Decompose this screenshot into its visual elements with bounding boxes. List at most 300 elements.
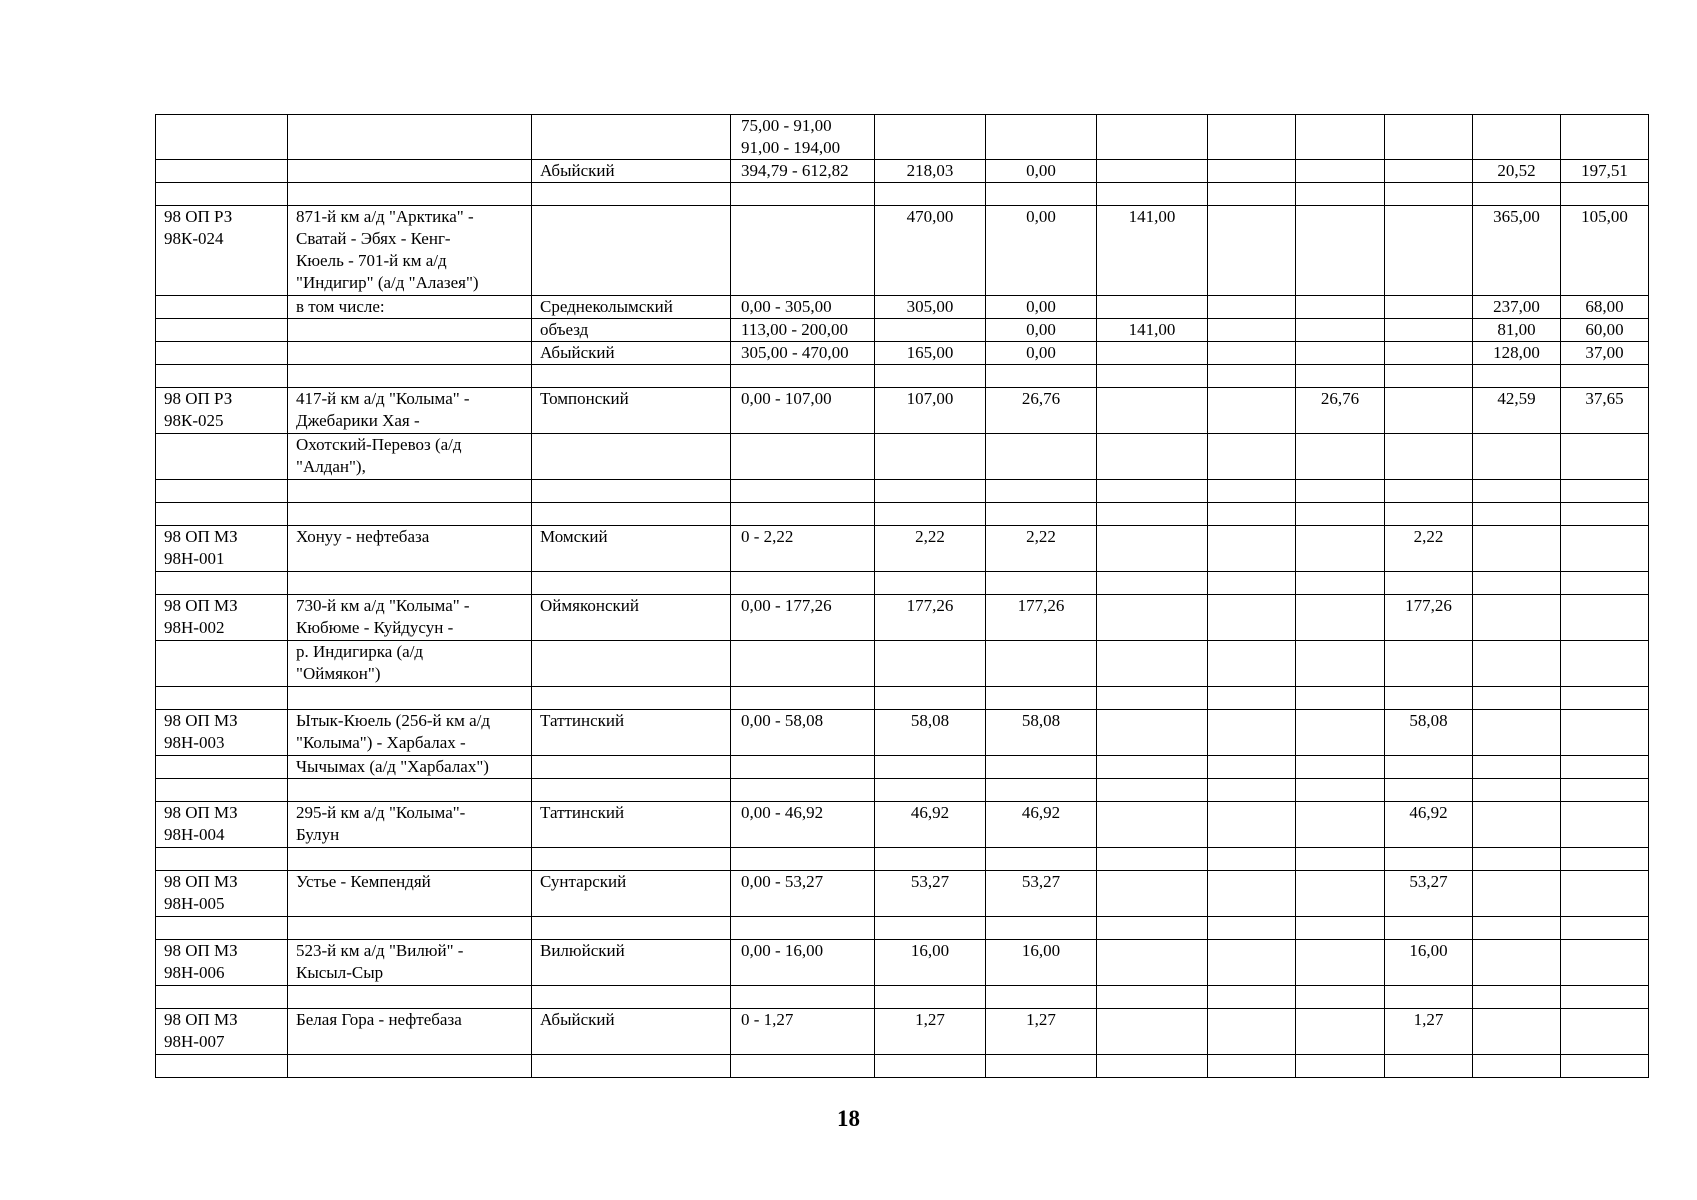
cell-col-12 xyxy=(1561,480,1649,503)
cell-road-code xyxy=(156,319,288,342)
cell-km-range xyxy=(731,756,875,779)
cell-km-range: 0 - 2,22 xyxy=(731,526,875,572)
cell-col-7 xyxy=(1097,986,1208,1009)
cell-col-10 xyxy=(1385,342,1473,365)
cell-col-10 xyxy=(1385,1055,1473,1078)
cell-col-12 xyxy=(1561,756,1649,779)
cell-col-12 xyxy=(1561,871,1649,917)
cell-road-name xyxy=(288,319,532,342)
cell-col-8 xyxy=(1208,848,1296,871)
cell-col-7 xyxy=(1097,342,1208,365)
cell-col-12 xyxy=(1561,986,1649,1009)
cell-col-7 xyxy=(1097,365,1208,388)
cell-col-6: 0,00 xyxy=(986,206,1097,296)
cell-district: Томпонский xyxy=(532,388,731,434)
cell-col-12: 60,00 xyxy=(1561,319,1649,342)
cell-km-range: 0,00 - 53,27 xyxy=(731,871,875,917)
cell-district xyxy=(532,756,731,779)
cell-col-10 xyxy=(1385,917,1473,940)
cell-col-8 xyxy=(1208,183,1296,206)
cell-col-9 xyxy=(1296,595,1385,641)
cell-col-6: 26,76 xyxy=(986,388,1097,434)
cell-col-8 xyxy=(1208,986,1296,1009)
cell-col-6: 58,08 xyxy=(986,710,1097,756)
cell-col-11 xyxy=(1473,710,1561,756)
cell-road-code xyxy=(156,160,288,183)
cell-col-7 xyxy=(1097,183,1208,206)
cell-col-10: 53,27 xyxy=(1385,871,1473,917)
cell-col-10 xyxy=(1385,756,1473,779)
cell-road-name xyxy=(288,342,532,365)
cell-length: 177,26 xyxy=(875,595,986,641)
cell-col-9 xyxy=(1296,1055,1385,1078)
cell-length: 165,00 xyxy=(875,342,986,365)
cell-col-9 xyxy=(1296,206,1385,296)
cell-col-11 xyxy=(1473,595,1561,641)
cell-col-6 xyxy=(986,848,1097,871)
cell-district: Таттинский xyxy=(532,710,731,756)
cell-road-name xyxy=(288,779,532,802)
cell-col-11: 237,00 xyxy=(1473,296,1561,319)
cell-col-11 xyxy=(1473,871,1561,917)
cell-km-range: 75,00 - 91,00 91,00 - 194,00 xyxy=(731,115,875,160)
cell-district: Среднеколымский xyxy=(532,296,731,319)
cell-col-6 xyxy=(986,756,1097,779)
cell-road-name xyxy=(288,572,532,595)
cell-road-name: 295-й км а/д "Колыма"- Булун xyxy=(288,802,532,848)
cell-district: Вилюйский xyxy=(532,940,731,986)
cell-col-6 xyxy=(986,503,1097,526)
cell-km-range xyxy=(731,480,875,503)
cell-col-7 xyxy=(1097,917,1208,940)
cell-col-12: 37,00 xyxy=(1561,342,1649,365)
cell-col-7 xyxy=(1097,710,1208,756)
cell-col-8 xyxy=(1208,526,1296,572)
cell-road-code: 98 ОП МЗ 98Н-007 xyxy=(156,1009,288,1055)
cell-road-name xyxy=(288,480,532,503)
cell-col-6 xyxy=(986,183,1097,206)
cell-col-10 xyxy=(1385,986,1473,1009)
cell-col-10 xyxy=(1385,365,1473,388)
cell-col-9 xyxy=(1296,365,1385,388)
cell-col-12 xyxy=(1561,365,1649,388)
cell-length xyxy=(875,115,986,160)
cell-col-8 xyxy=(1208,115,1296,160)
cell-col-8 xyxy=(1208,388,1296,434)
cell-col-11: 128,00 xyxy=(1473,342,1561,365)
cell-length: 1,27 xyxy=(875,1009,986,1055)
cell-col-11 xyxy=(1473,917,1561,940)
cell-district xyxy=(532,572,731,595)
cell-road-code: 98 ОП МЗ 98Н-004 xyxy=(156,802,288,848)
cell-col-9 xyxy=(1296,296,1385,319)
cell-road-name: р. Индигирка (а/д "Оймякон") xyxy=(288,641,532,687)
cell-road-code xyxy=(156,296,288,319)
cell-road-code: 98 ОП МЗ 98Н-003 xyxy=(156,710,288,756)
cell-district xyxy=(532,115,731,160)
cell-length: 218,03 xyxy=(875,160,986,183)
cell-col-12 xyxy=(1561,1055,1649,1078)
table-row xyxy=(156,687,1649,710)
table-row xyxy=(156,779,1649,802)
page-number: 18 xyxy=(837,1106,860,1131)
cell-col-8 xyxy=(1208,206,1296,296)
cell-length xyxy=(875,183,986,206)
table-row xyxy=(156,940,1649,986)
cell-col-12: 68,00 xyxy=(1561,296,1649,319)
cell-col-7 xyxy=(1097,296,1208,319)
cell-col-9 xyxy=(1296,687,1385,710)
cell-road-name: Устье - Кемпендяй xyxy=(288,871,532,917)
cell-road-name xyxy=(288,503,532,526)
cell-col-11: 365,00 xyxy=(1473,206,1561,296)
cell-length xyxy=(875,572,986,595)
cell-col-9 xyxy=(1296,319,1385,342)
cell-col-8 xyxy=(1208,319,1296,342)
cell-col-10: 2,22 xyxy=(1385,526,1473,572)
cell-col-10 xyxy=(1385,779,1473,802)
cell-col-11 xyxy=(1473,503,1561,526)
cell-road-code xyxy=(156,365,288,388)
cell-col-6 xyxy=(986,365,1097,388)
cell-col-7 xyxy=(1097,160,1208,183)
cell-col-9 xyxy=(1296,503,1385,526)
cell-col-12 xyxy=(1561,183,1649,206)
cell-district xyxy=(532,779,731,802)
cell-length: 53,27 xyxy=(875,871,986,917)
cell-col-9 xyxy=(1296,756,1385,779)
cell-district: Момский xyxy=(532,526,731,572)
cell-col-6: 46,92 xyxy=(986,802,1097,848)
cell-road-name xyxy=(288,183,532,206)
cell-district xyxy=(532,503,731,526)
cell-km-range xyxy=(731,503,875,526)
cell-length xyxy=(875,848,986,871)
cell-length xyxy=(875,319,986,342)
cell-col-8 xyxy=(1208,434,1296,480)
road-register-table xyxy=(155,114,1649,1078)
cell-col-9: 26,76 xyxy=(1296,388,1385,434)
cell-length xyxy=(875,365,986,388)
table-row xyxy=(156,802,1649,848)
cell-col-10 xyxy=(1385,183,1473,206)
cell-col-7 xyxy=(1097,434,1208,480)
cell-col-8 xyxy=(1208,756,1296,779)
cell-col-9 xyxy=(1296,342,1385,365)
cell-km-range xyxy=(731,687,875,710)
cell-col-11 xyxy=(1473,480,1561,503)
table-row xyxy=(156,871,1649,917)
cell-road-name: 871-й км а/д "Арктика" - Сватай - Эбях - Кенг- Кюель - 701-й км а/д "Индигир" (а/д "Алазея") xyxy=(288,206,532,296)
cell-col-7 xyxy=(1097,388,1208,434)
table-row xyxy=(156,342,1649,365)
cell-district: Сунтарский xyxy=(532,871,731,917)
cell-col-7 xyxy=(1097,1055,1208,1078)
cell-col-6: 53,27 xyxy=(986,871,1097,917)
cell-col-9 xyxy=(1296,848,1385,871)
cell-col-11 xyxy=(1473,526,1561,572)
cell-col-9 xyxy=(1296,940,1385,986)
cell-col-12: 105,00 xyxy=(1561,206,1649,296)
cell-col-10: 1,27 xyxy=(1385,1009,1473,1055)
cell-col-9 xyxy=(1296,160,1385,183)
cell-col-7 xyxy=(1097,756,1208,779)
cell-col-10 xyxy=(1385,434,1473,480)
cell-col-10 xyxy=(1385,480,1473,503)
cell-km-range xyxy=(731,917,875,940)
cell-district xyxy=(532,183,731,206)
cell-col-12 xyxy=(1561,1009,1649,1055)
cell-col-7 xyxy=(1097,115,1208,160)
cell-length: 16,00 xyxy=(875,940,986,986)
cell-length xyxy=(875,1055,986,1078)
cell-col-8 xyxy=(1208,480,1296,503)
cell-col-11 xyxy=(1473,802,1561,848)
cell-col-11 xyxy=(1473,1055,1561,1078)
table-row xyxy=(156,296,1649,319)
cell-length xyxy=(875,503,986,526)
cell-col-11 xyxy=(1473,687,1561,710)
table-row xyxy=(156,160,1649,183)
cell-col-11: 20,52 xyxy=(1473,160,1561,183)
cell-district: Абыйский xyxy=(532,342,731,365)
table-row xyxy=(156,388,1649,434)
cell-district: Оймяконский xyxy=(532,595,731,641)
cell-col-11 xyxy=(1473,940,1561,986)
cell-col-6 xyxy=(986,986,1097,1009)
cell-col-8 xyxy=(1208,687,1296,710)
cell-col-12 xyxy=(1561,687,1649,710)
cell-length xyxy=(875,917,986,940)
cell-road-code: 98 ОП РЗ 98К-025 xyxy=(156,388,288,434)
cell-km-range xyxy=(731,365,875,388)
cell-col-11 xyxy=(1473,848,1561,871)
cell-col-11 xyxy=(1473,986,1561,1009)
cell-col-10 xyxy=(1385,319,1473,342)
cell-col-12 xyxy=(1561,434,1649,480)
cell-col-7 xyxy=(1097,595,1208,641)
table-row xyxy=(156,115,1649,160)
cell-col-8 xyxy=(1208,595,1296,641)
cell-road-name: 523-й км а/д "Вилюй" - Кысыл-Сыр xyxy=(288,940,532,986)
cell-col-7 xyxy=(1097,779,1208,802)
cell-road-code xyxy=(156,917,288,940)
cell-col-9 xyxy=(1296,480,1385,503)
table-row xyxy=(156,365,1649,388)
cell-col-12 xyxy=(1561,710,1649,756)
cell-col-6 xyxy=(986,572,1097,595)
cell-col-12 xyxy=(1561,940,1649,986)
cell-col-9 xyxy=(1296,572,1385,595)
cell-col-12 xyxy=(1561,802,1649,848)
cell-col-10: 58,08 xyxy=(1385,710,1473,756)
cell-district: Абыйский xyxy=(532,1009,731,1055)
cell-col-7 xyxy=(1097,1009,1208,1055)
cell-road-name: в том числе: xyxy=(288,296,532,319)
cell-road-code xyxy=(156,572,288,595)
cell-col-7 xyxy=(1097,687,1208,710)
cell-col-9 xyxy=(1296,115,1385,160)
cell-km-range xyxy=(731,206,875,296)
cell-district xyxy=(532,480,731,503)
cell-length: 46,92 xyxy=(875,802,986,848)
cell-km-range xyxy=(731,641,875,687)
cell-col-11 xyxy=(1473,756,1561,779)
cell-road-name xyxy=(288,687,532,710)
cell-road-name: Хонуу - нефтебаза xyxy=(288,526,532,572)
cell-col-7: 141,00 xyxy=(1097,206,1208,296)
cell-road-name xyxy=(288,986,532,1009)
cell-road-code: 98 ОП МЗ 98Н-005 xyxy=(156,871,288,917)
cell-road-name: Охотский-Перевоз (а/д "Алдан"), xyxy=(288,434,532,480)
cell-road-code xyxy=(156,779,288,802)
cell-col-11: 42,59 xyxy=(1473,388,1561,434)
cell-col-12 xyxy=(1561,917,1649,940)
cell-road-name: Белая Гора - нефтебаза xyxy=(288,1009,532,1055)
cell-km-range xyxy=(731,848,875,871)
table-row xyxy=(156,480,1649,503)
cell-length xyxy=(875,641,986,687)
cell-col-6: 0,00 xyxy=(986,160,1097,183)
cell-col-11 xyxy=(1473,572,1561,595)
cell-district xyxy=(532,986,731,1009)
cell-col-11: 81,00 xyxy=(1473,319,1561,342)
cell-road-code xyxy=(156,848,288,871)
cell-length xyxy=(875,687,986,710)
cell-km-range: 0 - 1,27 xyxy=(731,1009,875,1055)
cell-km-range: 0,00 - 16,00 xyxy=(731,940,875,986)
cell-col-12: 197,51 xyxy=(1561,160,1649,183)
cell-col-8 xyxy=(1208,1055,1296,1078)
cell-col-9 xyxy=(1296,917,1385,940)
cell-length xyxy=(875,986,986,1009)
cell-col-9 xyxy=(1296,1009,1385,1055)
cell-col-7 xyxy=(1097,848,1208,871)
cell-col-10 xyxy=(1385,206,1473,296)
cell-col-6 xyxy=(986,1055,1097,1078)
cell-col-10: 16,00 xyxy=(1385,940,1473,986)
cell-col-11 xyxy=(1473,434,1561,480)
cell-length: 2,22 xyxy=(875,526,986,572)
cell-col-7 xyxy=(1097,802,1208,848)
cell-road-code xyxy=(156,687,288,710)
table-row xyxy=(156,206,1649,296)
cell-km-range xyxy=(731,1055,875,1078)
cell-km-range: 0,00 - 177,26 xyxy=(731,595,875,641)
table-row xyxy=(156,526,1649,572)
cell-col-8 xyxy=(1208,365,1296,388)
table-row xyxy=(156,183,1649,206)
cell-col-9 xyxy=(1296,526,1385,572)
cell-col-6: 0,00 xyxy=(986,319,1097,342)
cell-road-name xyxy=(288,917,532,940)
cell-col-9 xyxy=(1296,986,1385,1009)
cell-col-7 xyxy=(1097,641,1208,687)
cell-district xyxy=(532,206,731,296)
cell-col-10 xyxy=(1385,572,1473,595)
cell-length: 107,00 xyxy=(875,388,986,434)
cell-col-7 xyxy=(1097,526,1208,572)
cell-col-6 xyxy=(986,434,1097,480)
cell-col-12 xyxy=(1561,572,1649,595)
table-row xyxy=(156,434,1649,480)
cell-district xyxy=(532,917,731,940)
table-row xyxy=(156,1055,1649,1078)
cell-col-12: 37,65 xyxy=(1561,388,1649,434)
cell-col-11 xyxy=(1473,779,1561,802)
table-row xyxy=(156,848,1649,871)
cell-col-12 xyxy=(1561,641,1649,687)
cell-col-7 xyxy=(1097,480,1208,503)
cell-col-6: 1,27 xyxy=(986,1009,1097,1055)
cell-km-range: 0,00 - 46,92 xyxy=(731,802,875,848)
cell-col-6: 177,26 xyxy=(986,595,1097,641)
cell-col-10 xyxy=(1385,160,1473,183)
cell-road-name: 417-й км а/д "Колыма" - Джебарики Хая - xyxy=(288,388,532,434)
cell-road-name: Чычымах (а/д "Харбалах") xyxy=(288,756,532,779)
cell-col-8 xyxy=(1208,871,1296,917)
cell-district xyxy=(532,434,731,480)
table-row xyxy=(156,572,1649,595)
table-row xyxy=(156,319,1649,342)
cell-km-range: 0,00 - 58,08 xyxy=(731,710,875,756)
cell-col-12 xyxy=(1561,526,1649,572)
cell-road-name xyxy=(288,848,532,871)
cell-km-range xyxy=(731,986,875,1009)
cell-col-10 xyxy=(1385,388,1473,434)
cell-col-11 xyxy=(1473,115,1561,160)
cell-col-6: 2,22 xyxy=(986,526,1097,572)
cell-col-8 xyxy=(1208,342,1296,365)
cell-col-7 xyxy=(1097,940,1208,986)
cell-district: Таттинский xyxy=(532,802,731,848)
cell-district xyxy=(532,365,731,388)
cell-col-9 xyxy=(1296,434,1385,480)
cell-col-8 xyxy=(1208,296,1296,319)
cell-road-code: 98 ОП РЗ 98К-024 xyxy=(156,206,288,296)
cell-road-name xyxy=(288,115,532,160)
cell-col-6 xyxy=(986,687,1097,710)
cell-col-11 xyxy=(1473,1009,1561,1055)
cell-km-range xyxy=(731,572,875,595)
cell-col-8 xyxy=(1208,802,1296,848)
cell-length xyxy=(875,756,986,779)
cell-district: объезд xyxy=(532,319,731,342)
cell-col-9 xyxy=(1296,802,1385,848)
cell-road-code: 98 ОП МЗ 98Н-002 xyxy=(156,595,288,641)
cell-road-code xyxy=(156,480,288,503)
cell-col-8 xyxy=(1208,940,1296,986)
cell-col-10 xyxy=(1385,848,1473,871)
cell-road-code xyxy=(156,756,288,779)
cell-col-7 xyxy=(1097,503,1208,526)
cell-road-code xyxy=(156,183,288,206)
cell-col-9 xyxy=(1296,779,1385,802)
cell-col-12 xyxy=(1561,848,1649,871)
cell-road-name: 730-й км а/д "Колыма" - Кюбюме - Куйдусун - xyxy=(288,595,532,641)
cell-col-8 xyxy=(1208,572,1296,595)
cell-col-12 xyxy=(1561,503,1649,526)
cell-length: 305,00 xyxy=(875,296,986,319)
table-row xyxy=(156,595,1649,641)
cell-km-range xyxy=(731,183,875,206)
cell-km-range xyxy=(731,434,875,480)
cell-road-code xyxy=(156,342,288,365)
cell-road-code xyxy=(156,986,288,1009)
table-row xyxy=(156,710,1649,756)
cell-col-7 xyxy=(1097,871,1208,917)
cell-col-11 xyxy=(1473,183,1561,206)
